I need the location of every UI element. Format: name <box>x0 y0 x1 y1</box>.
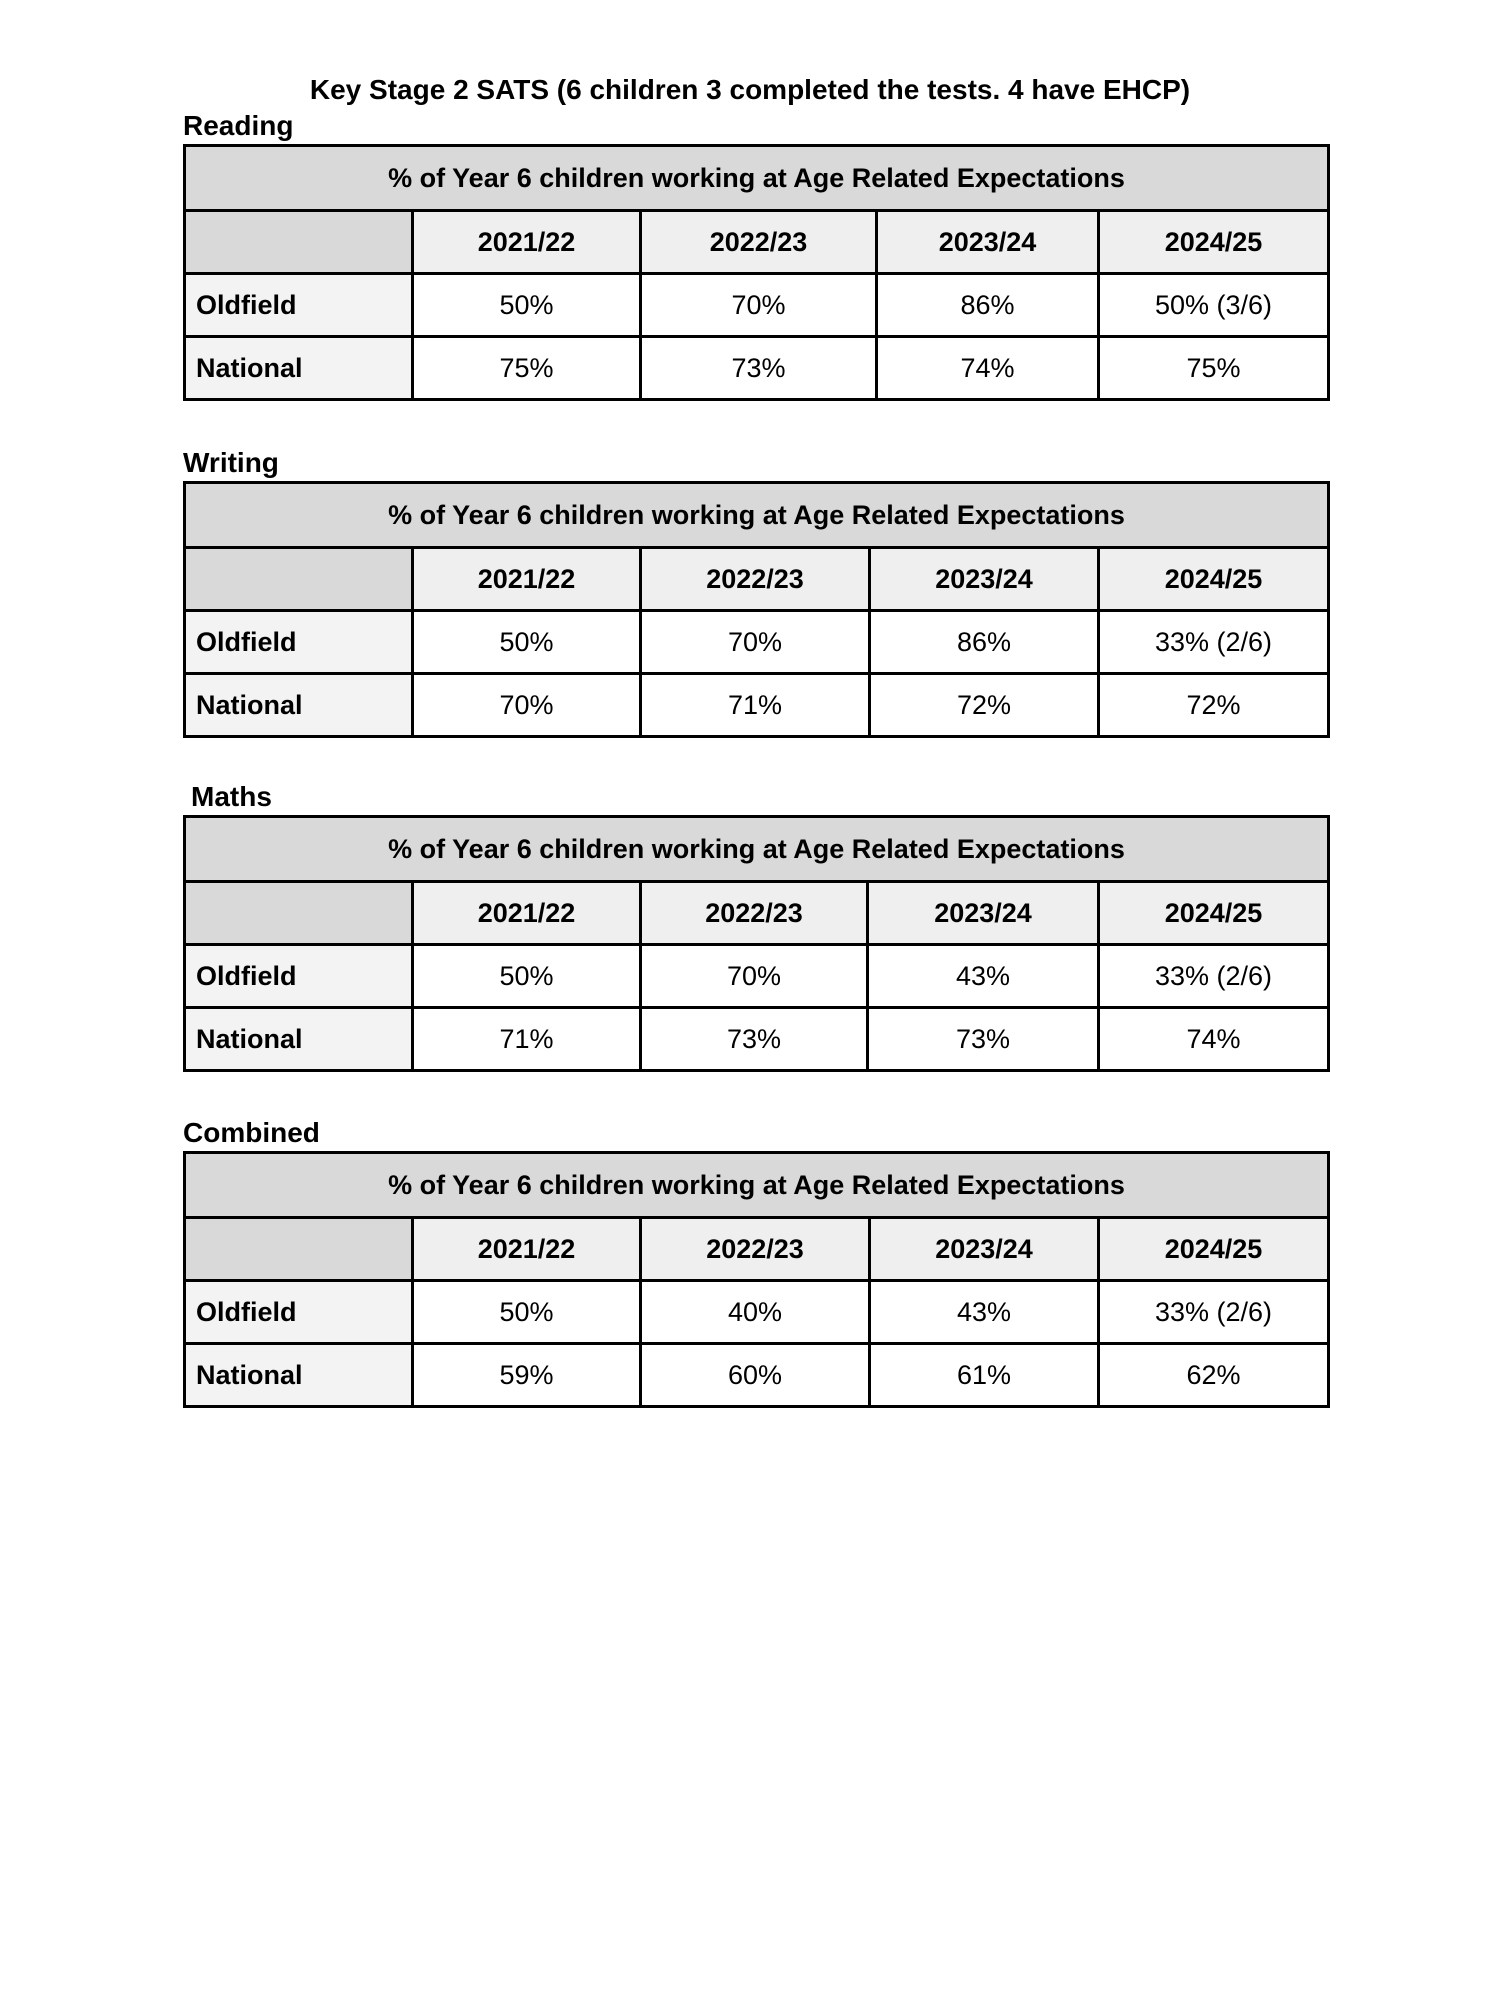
row-label: Oldfield <box>185 274 413 337</box>
value-cell: 74% <box>877 337 1099 400</box>
value-cell: 72% <box>870 674 1099 737</box>
value-cell: 59% <box>413 1344 641 1407</box>
table-row-national <box>185 1008 1329 1071</box>
value-cell: 43% <box>868 945 1099 1008</box>
year-header: 2021/22 <box>413 211 641 274</box>
value-cell: 71% <box>641 674 870 737</box>
value-cell: 50% <box>413 611 641 674</box>
value-cell: 71% <box>413 1008 641 1071</box>
row-label: Oldfield <box>185 611 413 674</box>
value-cell: 70% <box>641 945 868 1008</box>
row-label: National <box>185 1008 413 1071</box>
value-cell: 86% <box>877 274 1099 337</box>
year-header: 2023/24 <box>877 211 1099 274</box>
reading-table <box>183 144 1330 401</box>
value-cell: 75% <box>413 337 641 400</box>
value-cell: 43% <box>870 1281 1099 1344</box>
combined-table <box>183 1151 1330 1408</box>
maths-table <box>183 815 1330 1072</box>
value-cell: 73% <box>641 337 877 400</box>
value-cell: 62% <box>1099 1344 1329 1407</box>
value-cell: 61% <box>870 1344 1099 1407</box>
year-header: 2024/25 <box>1099 548 1329 611</box>
section-label-combined: Combined <box>183 1117 320 1148</box>
year-header: 2023/24 <box>870 1218 1099 1281</box>
table-banner: % of Year 6 children working at Age Related Expectations <box>185 817 1329 882</box>
header-corner-cell <box>185 882 413 945</box>
table-row-national <box>185 1344 1329 1407</box>
year-header: 2022/23 <box>641 882 868 945</box>
value-cell: 33% (2/6) <box>1099 1281 1329 1344</box>
value-cell: 75% <box>1099 337 1329 400</box>
row-label: National <box>185 674 413 737</box>
value-cell: 40% <box>641 1281 870 1344</box>
table-row-national <box>185 674 1329 737</box>
header-corner-cell <box>185 1218 413 1281</box>
year-header: 2024/25 <box>1099 882 1329 945</box>
value-cell: 33% (2/6) <box>1099 611 1329 674</box>
year-header: 2021/22 <box>413 1218 641 1281</box>
value-cell: 73% <box>868 1008 1099 1071</box>
table-row-oldfield <box>185 274 1329 337</box>
year-header: 2024/25 <box>1099 211 1329 274</box>
year-header: 2022/23 <box>641 548 870 611</box>
table-row-oldfield <box>185 1281 1329 1344</box>
section-label-maths: Maths <box>191 781 272 812</box>
row-label: National <box>185 337 413 400</box>
value-cell: 73% <box>641 1008 868 1071</box>
value-cell: 50% <box>413 1281 641 1344</box>
header-corner-cell <box>185 548 413 611</box>
value-cell: 72% <box>1099 674 1329 737</box>
year-header: 2023/24 <box>868 882 1099 945</box>
row-label: Oldfield <box>185 1281 413 1344</box>
value-cell: 60% <box>641 1344 870 1407</box>
table-row-national <box>185 337 1329 400</box>
section-label-reading: Reading <box>183 110 294 141</box>
row-label: National <box>185 1344 413 1407</box>
year-header: 2023/24 <box>870 548 1099 611</box>
value-cell: 33% (2/6) <box>1099 945 1329 1008</box>
table-banner: % of Year 6 children working at Age Related Expectations <box>185 1153 1329 1218</box>
year-header: 2021/22 <box>413 882 641 945</box>
value-cell: 70% <box>641 274 877 337</box>
writing-table <box>183 481 1330 738</box>
table-row-oldfield <box>185 945 1329 1008</box>
year-header: 2022/23 <box>641 1218 870 1281</box>
value-cell: 86% <box>870 611 1099 674</box>
section-label-writing: Writing <box>183 447 279 478</box>
year-header: 2022/23 <box>641 211 877 274</box>
value-cell: 74% <box>1099 1008 1329 1071</box>
header-corner-cell <box>185 211 413 274</box>
table-banner: % of Year 6 children working at Age Related Expectations <box>185 146 1329 211</box>
year-header: 2021/22 <box>413 548 641 611</box>
document-title: Key Stage 2 SATS (6 children 3 completed the tests. 4 have EHCP) <box>309 74 1191 105</box>
row-label: Oldfield <box>185 945 413 1008</box>
year-header: 2024/25 <box>1099 1218 1329 1281</box>
value-cell: 50% (3/6) <box>1099 274 1329 337</box>
value-cell: 70% <box>413 674 641 737</box>
value-cell: 50% <box>413 945 641 1008</box>
table-banner: % of Year 6 children working at Age Related Expectations <box>185 483 1329 548</box>
value-cell: 70% <box>641 611 870 674</box>
table-row-oldfield <box>185 611 1329 674</box>
value-cell: 50% <box>413 274 641 337</box>
